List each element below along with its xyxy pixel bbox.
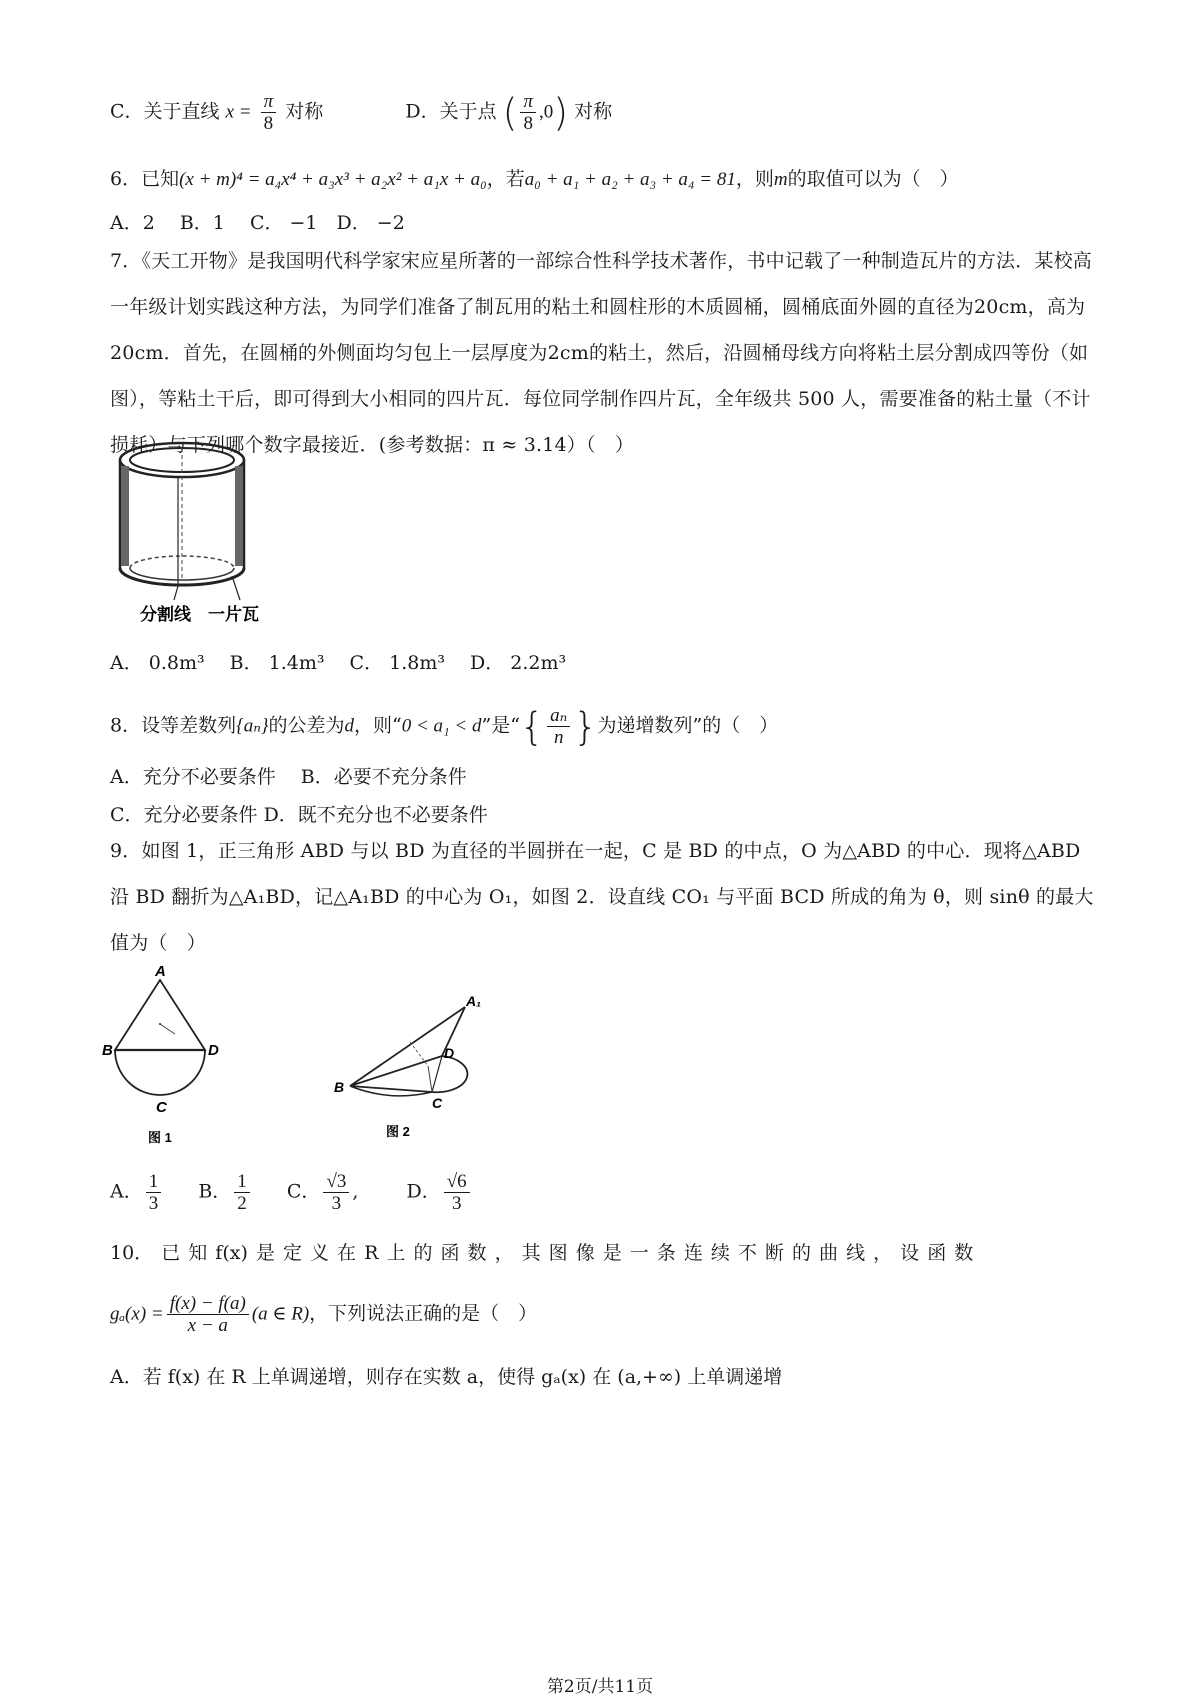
q8-options-cd: C．充分必要条件 D．既不充分也不必要条件 [110, 804, 488, 826]
svg-text:C: C [432, 1095, 443, 1111]
q10-stem-line-1: 10． 已 知 f(x) 是 定 义 在 R 上 的 函 数 ， 其 图 像 是 一 条 连 续 不 断 的 曲 线 ， 设 函 数 [110, 1242, 974, 1264]
q9-options: A． $\frac{1}{3}$ B． $\frac{1}{2}$ C． $\frac{√3}{3}$ , D． $\frac{√6}{3}$ [110, 1172, 473, 1213]
svg-text:B: B [102, 1042, 113, 1059]
svg-text:A₁: A₁ [466, 993, 482, 1009]
q5-option-d-tail: 对称 [574, 100, 613, 123]
q9-figure-2 [330, 962, 520, 1152]
q8-fraction: $\frac{\text{aₙ}}{n}$ [547, 706, 570, 747]
q5-option-c-eq: x = [225, 101, 252, 123]
svg-text:图 1: 图 1 [148, 1130, 172, 1145]
q10-function-def: gₐ(x) = $\frac{f(x) - f(a)}{x - a}$ (a ∈ R)，下列说法正确的是（ ） [110, 1293, 538, 1336]
page-footer: 第2页/共11页 [546, 1677, 654, 1697]
q8-condition: 0 < a₁ < d [401, 715, 482, 737]
svg-text:D: D [444, 1045, 455, 1061]
q5-options: C．关于直线 x = $\frac{\pi}{8}$ 对称 D．关于点 ( $\frac{\pi}{8}$ ,0) 对称 [110, 90, 613, 135]
q9-stem: 9．如图 1，正三角形 ABD 与以 BD 为直径的半圆拼在一起，C 是 BD 的中点，O 为△ABD 的中心．现将△ABD 沿 BD 翻折为△A₁BD，记△A₁BD 的中心为 O₁，如图 2．设直线 CO₁ 与平面 BCD 所成的角为 θ，则 sinθ 的最大值为（ ） [110, 840, 1094, 954]
q9-option-d-fraction: $\frac{√6}{3}$ [444, 1172, 470, 1213]
svg-text:图 2: 图 2 [386, 1124, 410, 1139]
q8-options-ab: A．充分不必要条件 B．必要不充分条件 [110, 766, 467, 788]
q5-option-d-fraction: $\frac{\pi}{8}$ [520, 92, 536, 133]
q5-option-d: D．关于点 [405, 100, 497, 123]
q9-option-b-fraction: $\frac{1}{2}$ [234, 1172, 250, 1213]
q9-option-a-fraction: $\frac{1}{3}$ [146, 1172, 162, 1213]
q10-fraction: $\frac{f(x) - f(a)}{x - a}$ [167, 1294, 249, 1335]
q10-option-a: A．若 f(x) 在 R 上单调递增，则存在实数 a，使得 gₐ(x) 在 (a,+∞) 上单调递增 [110, 1366, 783, 1388]
q6-condition: a₀ + a₁ + a₂ + a₃ + a₄ = 81 [524, 169, 736, 190]
q5-option-c: C．关于直线 [110, 100, 220, 123]
q9-figure-1 [100, 962, 240, 1152]
svg-text:B: B [334, 1079, 345, 1095]
q8-stem: 8．设等差数列{aₙ}的公差为d，则“0 < a₁ < d”是“{ $\frac{\text{aₙ}}{n}$ }为递增数列”的（ ） [110, 704, 779, 749]
q7-fig-label-split: 分割线 [140, 605, 191, 624]
q9-option-c-fraction: $\frac{√3}{3}$ [323, 1172, 349, 1213]
q7-fig-label-tile: 一片瓦 [208, 605, 259, 624]
q7-options: A． 0.8m³ B． 1.4m³ C． 1.8m³ D． 2.2m³ [110, 652, 567, 674]
svg-text:C: C [156, 1099, 167, 1116]
q7-cylinder-figure [112, 438, 282, 628]
q5-option-c-fraction: $\frac{\pi}{8}$ [261, 92, 277, 133]
q8-sequence: {aₙ} [236, 715, 269, 737]
svg-text:D: D [208, 1042, 219, 1059]
svg-text:A: A [155, 963, 166, 980]
q6-stem: 6．已知(x + m)⁴ = a₄x⁴ + a₃x³ + a₂x² + a₁x + a₀，若a₀ + a₁ + a₂ + a₃ + a₄ = 81，则m的取值可以为（ ） [110, 168, 959, 190]
q7-stem: 7．《天工开物》是我国明代科学家宋应星所著的一部综合性科学技术著作，书中记载了一种制造瓦片的方法．某校高一年级计划实践这种方法，为同学们准备了制瓦用的粘土和圆柱形的木质圆桶，圆桶底面外圆的直径为20cm，高为20cm．首先，在圆桶的外侧面均匀包上一层厚度为2cm的粘土，然后，沿圆桶母线方向将粘土层分割成四等份（如图），等粘土干后，即可得到大小相同的四片瓦．每位同学制作四片瓦，全年级共 500 人，需要准备的粘土量（不计损耗）与下列哪个数字最接近．(参考数据：π ≈ 3.14）（ ） [110, 250, 1092, 456]
q5-option-c-tail: 对称 [285, 100, 324, 123]
q6-options: A．2 B．1 C． −1 D． −2 [110, 212, 405, 234]
q6-equation: (x + m)⁴ = a₄x⁴ + a₃x³ + a₂x² + a₁x + a₀ [179, 169, 487, 190]
